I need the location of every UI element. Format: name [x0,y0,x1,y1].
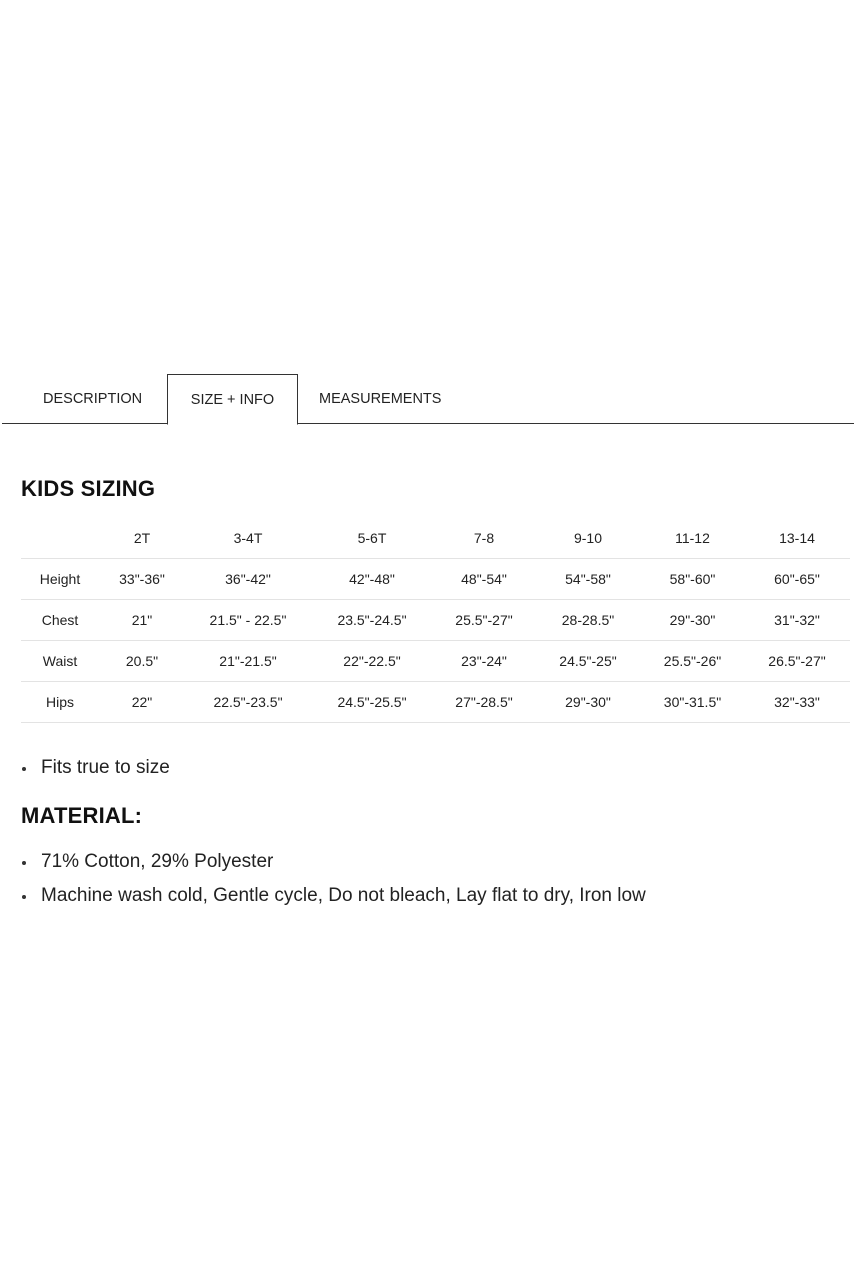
fit-notes-list [21,756,170,780]
table-row [21,682,850,723]
table-cell: 22"-22.5" [311,641,433,682]
table-cell: 48"-54" [433,559,535,600]
table-row-label: Hips [21,682,99,723]
table-row [21,559,850,600]
table-cell: 21.5" - 22.5" [185,600,311,641]
table-header-cell: 11-12 [641,518,744,559]
table-cell: 24.5"-25.5" [311,682,433,723]
table-row-label: Waist [21,641,99,682]
table-cell: 29"-30" [535,682,641,723]
table-cell: 60"-65" [744,559,850,600]
table-row-label: Chest [21,600,99,641]
tab-size-info[interactable]: SIZE + INFO [167,374,298,425]
tab-measurements[interactable]: MEASUREMENTS [319,391,442,407]
table-cell: 22" [99,682,185,723]
table-cell: 31"-32" [744,600,850,641]
bullet-icon [22,861,26,865]
table-cell: 22.5"-23.5" [185,682,311,723]
tab-description[interactable]: DESCRIPTION [43,391,143,407]
table-cell: 25.5"-27" [433,600,535,641]
table-cell: 33"-36" [99,559,185,600]
table-cell: 24.5"-25" [535,641,641,682]
table-header-cell [21,518,99,559]
material-item-text: 71% Cotton, 29% Polyester [41,851,274,872]
table-header-cell: 13-14 [744,518,850,559]
kids-sizing-title: KIDS SIZING [21,476,156,501]
table-cell: 58"-60" [641,559,744,600]
table-header-cell: 2T [99,518,185,559]
table-cell: 28-28.5" [535,600,641,641]
table-cell: 32"-33" [744,682,850,723]
material-list [21,850,646,918]
table-cell: 27"-28.5" [433,682,535,723]
table-cell: 21"-21.5" [185,641,311,682]
table-row [21,641,850,682]
material-item-text: Machine wash cold, Gentle cycle, Do not bleach, Lay flat to dry, Iron low [41,885,646,906]
table-cell: 30"-31.5" [641,682,744,723]
table-cell: 23.5"-24.5" [311,600,433,641]
table-cell: 54"-58" [535,559,641,600]
list-item [21,756,170,780]
fit-note-text: Fits true to size [41,757,170,778]
table-header-cell: 3-4T [185,518,311,559]
table-header-row [21,518,850,559]
material-title: MATERIAL: [21,803,143,828]
table-cell: 20.5" [99,641,185,682]
table-header-cell: 5-6T [311,518,433,559]
table-cell: 29"-30" [641,600,744,641]
table-cell: 21" [99,600,185,641]
bullet-icon [22,767,26,771]
list-item [21,850,646,874]
kids-sizing-table [21,518,850,723]
table-cell: 23"-24" [433,641,535,682]
bullet-icon [22,895,26,899]
table-cell: 26.5"-27" [744,641,850,682]
table-cell: 42"-48" [311,559,433,600]
table-header-cell: 7-8 [433,518,535,559]
table-row [21,600,850,641]
table-header-cell: 9-10 [535,518,641,559]
product-info-tabs [0,374,854,425]
table-row-label: Height [21,559,99,600]
table-cell: 25.5"-26" [641,641,744,682]
table-cell: 36"-42" [185,559,311,600]
list-item [21,884,646,908]
